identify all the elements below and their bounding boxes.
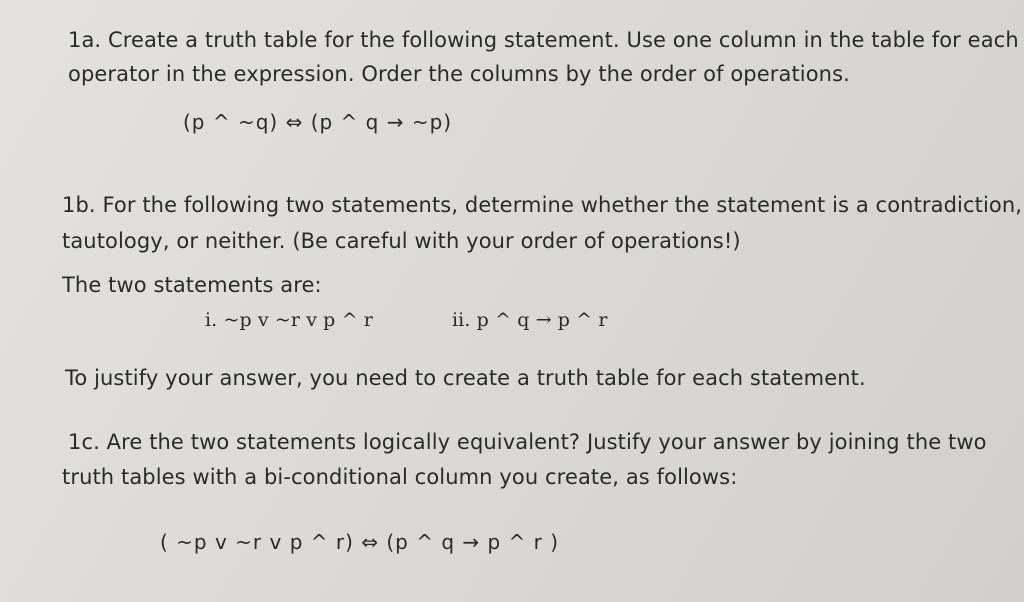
q1b-statements-intro: The two statements are:	[62, 273, 322, 297]
q1b-instruction-line-2: tautology, or neither. (Be careful with your order of operations!)	[62, 229, 741, 253]
q1b-statement-ii: ii. p ^ q → p ^ r	[452, 309, 608, 331]
q1c-instruction-line-2: truth tables with a bi-conditional column you create, as follows:	[62, 465, 738, 489]
q1b-statement-i: i. ~p v ~r v p ^ r	[205, 309, 373, 331]
q1a-formula: (p ^ ~q) ⇔ (p ^ q → ~p)	[183, 110, 453, 134]
q1b-justify-note: To justify your answer, you need to create a truth table for each statement.	[65, 366, 866, 390]
q1a-instruction-line-2: operator in the expression. Order the columns by the order of operations.	[68, 62, 850, 86]
q1b-instruction-line-1: 1b. For the following two statements, determine whether the statement is a contradiction,	[62, 193, 1023, 217]
q1c-formula: ( ~p v ~r v p ^ r) ⇔ (p ^ q → p ^ r )	[160, 530, 560, 554]
q1a-instruction-line-1: 1a. Create a truth table for the following statement. Use one column in the table for each	[68, 28, 1019, 52]
q1c-instruction-line-1: 1c. Are the two statements logically equivalent? Justify your answer by joining the two	[68, 430, 987, 454]
